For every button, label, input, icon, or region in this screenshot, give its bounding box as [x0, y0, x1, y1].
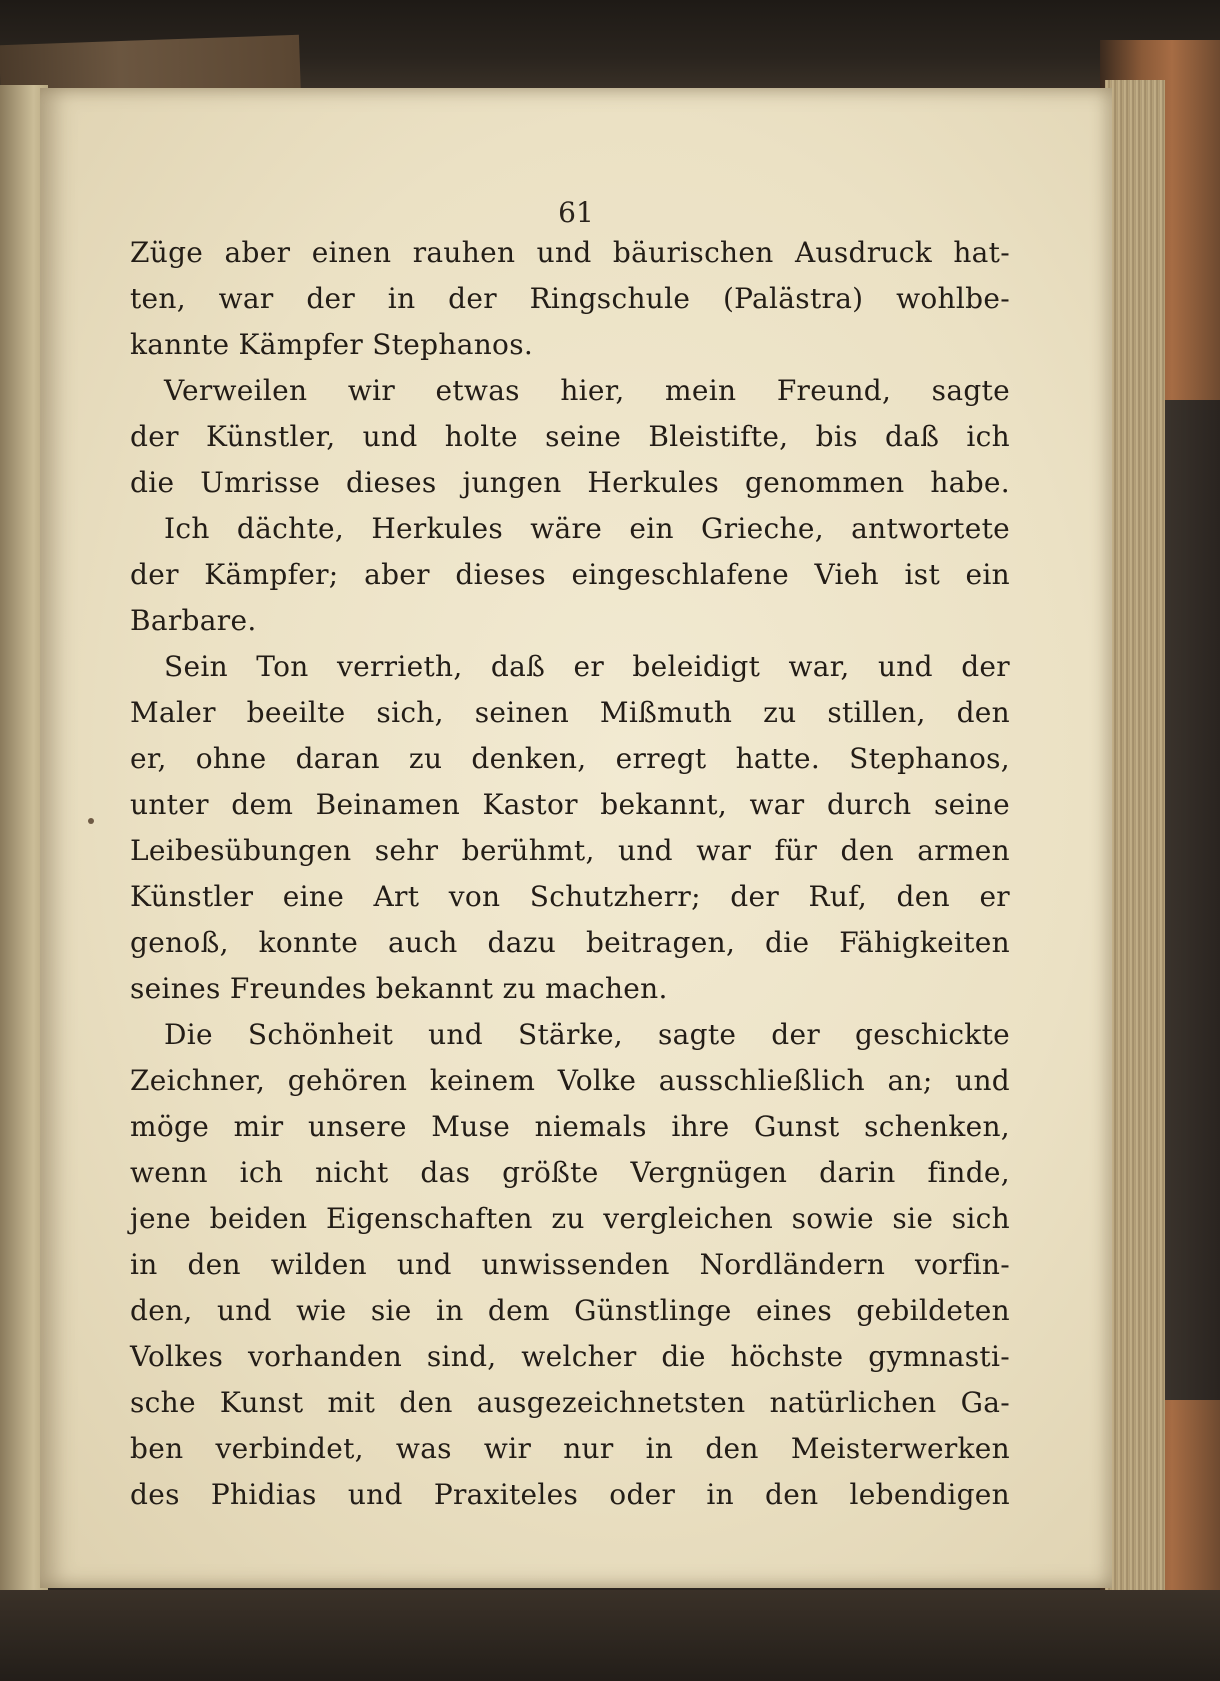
text-line: möge mir unsere Muse niemals ihre Gunst schenken,: [130, 1110, 1010, 1143]
text-line: Verweilen wir etwas hier, mein Freund, sagte: [164, 374, 1010, 407]
text-line: wenn ich nicht das größte Vergnügen darin finde,: [130, 1156, 1010, 1189]
ink-speck: [88, 818, 94, 824]
text-line: Künstler eine Art von Schutzherr; der Ruf, den er: [130, 880, 1010, 913]
book-page: [40, 88, 1112, 1588]
text-line: jene beiden Eigenschaften zu vergleichen sowie sie sich: [130, 1202, 1010, 1235]
text-line: Züge aber einen rauhen und bäurischen Ausdruck hat-: [130, 236, 1010, 269]
text-line: sche Kunst mit den ausgezeichnetsten natürlichen Ga-: [130, 1386, 1010, 1419]
page-edges: [1105, 80, 1165, 1600]
text-line: Sein Ton verrieth, daß er beleidigt war, und der: [164, 650, 1010, 683]
scan-background-bottom: [0, 1590, 1220, 1681]
text-line: genoß, konnte auch dazu beitragen, die Fähigkeiten: [130, 926, 1010, 959]
text-line: den, und wie sie in dem Günstlinge eines gebildeten: [130, 1294, 1010, 1327]
text-line: des Phidias und Praxiteles oder in den lebendigen: [130, 1478, 1010, 1511]
text-line: Leibesübungen sehr berühmt, und war für den armen: [130, 834, 1010, 867]
page-text: [130, 230, 1010, 1518]
text-line: der Künstler, und holte seine Bleistifte, bis daß ich: [130, 420, 1010, 453]
text-line: Ich dächte, Herkules wäre ein Grieche, antwortete: [164, 512, 1010, 545]
text-line: Zeichner, gehören keinem Volke ausschließlich an; und: [130, 1064, 1010, 1097]
text-line: unter dem Beinamen Kastor bekannt, war durch seine: [130, 788, 1010, 821]
text-line: Maler beeilte sich, seinen Mißmuth zu stillen, den: [130, 696, 1010, 729]
text-line: Die Schönheit und Stärke, sagte der geschickte: [164, 1018, 1010, 1051]
text-line: er, ohne daran zu denken, erregt hatte. Stephanos,: [130, 742, 1010, 775]
page-number: 61: [558, 196, 594, 229]
text-line: seines Freundes bekannt zu machen.: [130, 972, 668, 1005]
text-line: ben verbindet, was wir nur in den Meisterwerken: [130, 1432, 1010, 1465]
text-line: kannte Kämpfer Stephanos.: [130, 328, 534, 361]
text-line: der Kämpfer; aber dieses eingeschlafene Vieh ist ein: [130, 558, 1010, 591]
text-line: Volkes vorhanden sind, welcher die höchste gymnasti-: [130, 1340, 1010, 1373]
text-line: ten, war der in der Ringschule (Palästra) wohlbe-: [130, 282, 1010, 315]
text-line: in den wilden und unwissenden Nordländern vorfin-: [130, 1248, 1010, 1281]
text-line: die Umrisse dieses jungen Herkules genommen habe.: [130, 466, 1010, 499]
text-line: Barbare.: [130, 604, 257, 637]
